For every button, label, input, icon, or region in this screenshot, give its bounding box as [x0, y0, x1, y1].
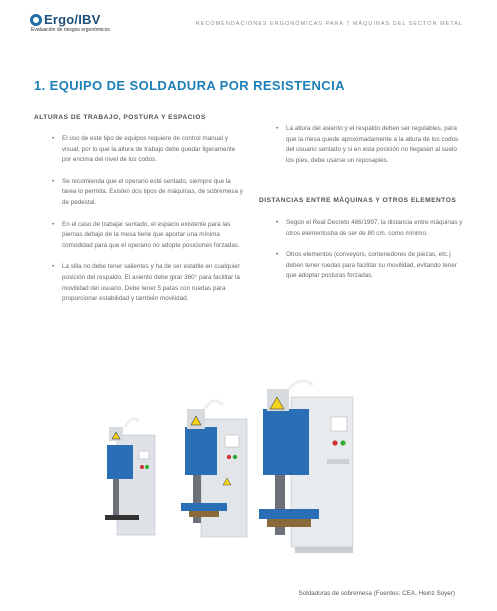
welding-machine-right	[259, 381, 353, 553]
welding-machine-left	[105, 419, 155, 535]
left-subheading: ALTURAS DE TRABAJO, POSTURA Y ESPACIOS	[34, 114, 206, 121]
right-bullet-list-top	[276, 124, 464, 166]
ergoibv-logo	[30, 12, 110, 33]
figure-caption: Soldadoras de sobremesa (Fuentes: CEA, Heinz Soyer)	[298, 590, 455, 597]
list-item: • La altura del asiento y el respaldo deben ser regulables, para que la mesa quede aproximadamente a la altura de los codos del usuario sentado y si en esta posición no llegasen al suelo los pies, debe usarse un reposapiés.	[276, 124, 464, 166]
right-column-top	[276, 124, 464, 177]
logo-subtitle: Evaluación de riesgos ergonómicos	[31, 27, 110, 33]
document-header-title: RECOMENDACIONES ERGONÓMICAS PARA 7 MÁQUINAS DEL SECTOR METAL	[195, 21, 463, 27]
right-column-bottom	[276, 218, 464, 293]
list-item: • Otros elementos (conveyors, contenedores de piezas, etc.) deben tener ruedas para facilitar su movilidad, evitando tener que adoptar posturas forzadas.	[276, 250, 464, 282]
right-subheading: DISTANCIAS ENTRE MÁQUINAS Y OTROS ELEMENTOS	[259, 197, 457, 204]
welding-machines-photo	[95, 375, 395, 575]
left-column	[52, 134, 244, 316]
logo-circle-icon	[30, 14, 42, 26]
list-item: • En el caso de trabajar sentado, el espacio existente para las piernas debajo de la mesa tiene que aportar una mínima comodidad para que el operario no adopte posiciones forzadas.	[52, 220, 244, 252]
right-bullet-list-bottom	[276, 218, 464, 282]
list-item: • La silla no debe tener salientes y ha de ser estable en cualquier posición del respaldo. El asiento debe girar 360° para facilitar la movilidad del usuario. Debe tener 5 patas con ruedas para proporcionar estabilidad y también movilidad.	[52, 262, 244, 304]
list-item: • Se recomienda que el operario esté sentado, siempre que la tarea lo permita. Existen dos tipos de máquinas, de sobremesa y de pedestal.	[52, 177, 244, 209]
list-item: • Según el Real Decreto 486/1997, la distancia entre máquinas y otros elementosha de ser de 80 cm. como mínimo.	[276, 218, 464, 239]
section-title: 1. EQUIPO DE SOLDADURA POR RESISTENCIA	[34, 78, 345, 93]
list-item: • El uso de este tipo de equipos requiere de control manual y visual, por lo que la altura de trabajo debe quedar ligeramente por encima del nivel de los codos.	[52, 134, 244, 166]
welding-machine-middle	[181, 401, 247, 537]
logo-wordmark: Ergo/IBV	[44, 12, 101, 27]
left-bullet-list	[52, 134, 244, 305]
